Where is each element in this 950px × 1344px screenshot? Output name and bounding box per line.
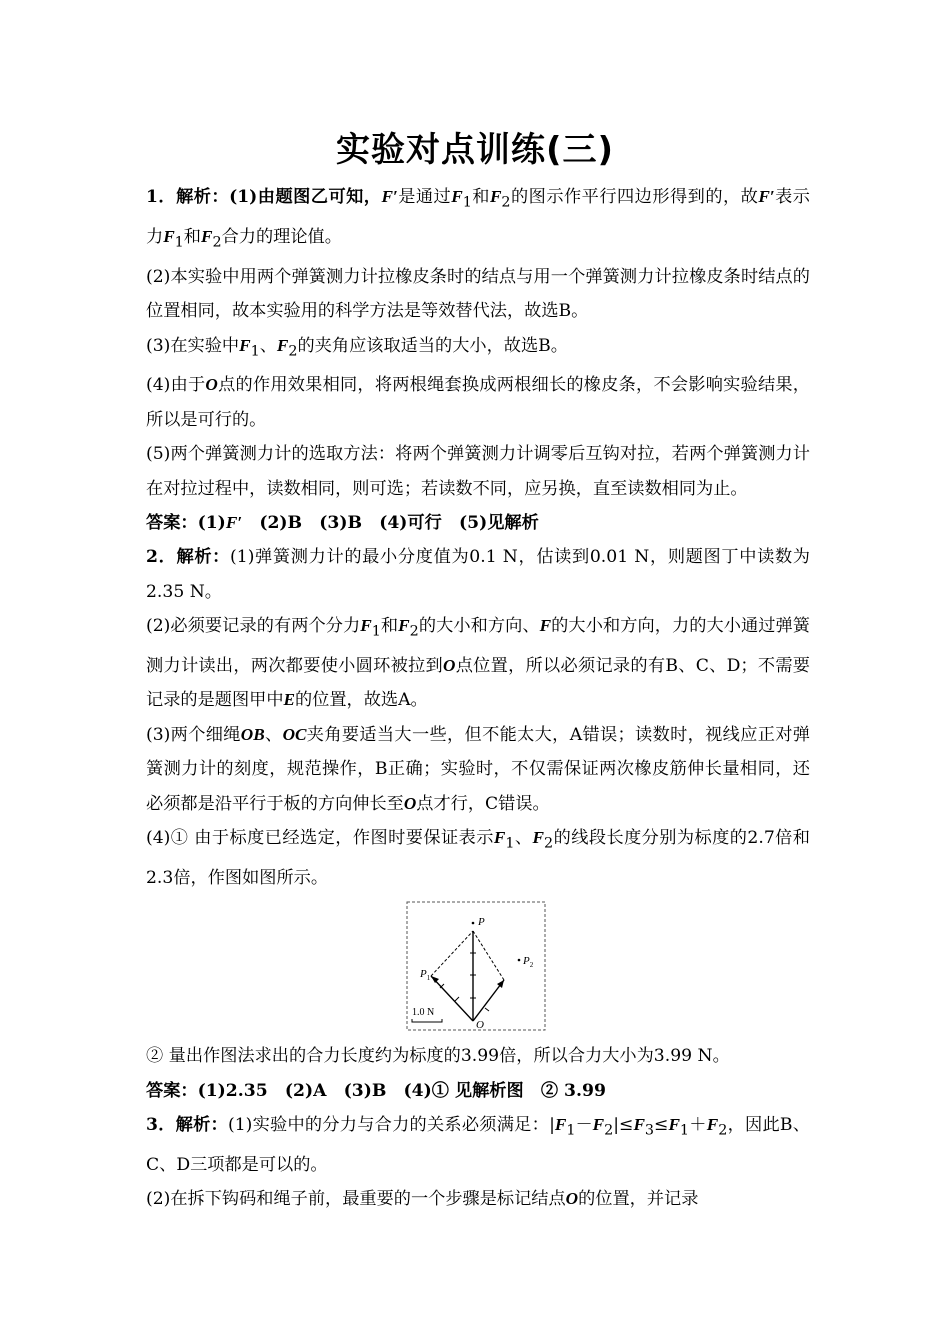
q2-label: 2．解析： xyxy=(146,547,231,568)
q1-paragraph-3: (3)在实验中$F_1$、$F_2$的夹角应该取适当的大小，故选B。 xyxy=(146,335,568,359)
label-p2: $P_2$ xyxy=(523,955,534,970)
q1-paragraph-2: (2)本实验中用两个弹簧测力计拉橡皮条时的结点与用一个弹簧测力计拉橡皮条时结点的位置相同，故本实验用的科学方法是等效替代法，故选B。 xyxy=(146,266,810,322)
f1-arrowhead xyxy=(431,976,439,983)
q2-paragraph-5: ② 量出作图法求出的合力长度约为标度的3.99倍，所以合力大小为3.99 N。 xyxy=(146,1046,730,1067)
q2-paragraph-3: (3)两个细绳OB、OC夹角要适当大一些，但不能太大，A错误；读数时，视线应正对弹簧测力计的刻度，规范操作，B正确；实验时，不仅需保证两次橡皮筋伸长量相同，还必须都是沿平行于板的方向伸长至O点才行，C错误。 xyxy=(146,724,810,814)
force-diagram xyxy=(406,901,546,1031)
parallelogram-side-2 xyxy=(473,931,504,980)
q3-paragraph-2: (2)在拆下钩码和绳子前，最重要的一个步骤是标记结点O的位置，并记录 xyxy=(146,1189,699,1210)
document-body xyxy=(146,180,810,1217)
scale-ticks xyxy=(440,953,489,1011)
force-f2-line xyxy=(473,980,504,1021)
label-o: O xyxy=(476,1019,484,1032)
q1-paragraph-1: 1．解析：(1)由题图乙可知，F′是通过$F_1$和$F_2$的图示作平行四边形得到的，故F′表示力$F_1$和$F_2$合力的理论值。 xyxy=(146,187,810,251)
point-p2-dot xyxy=(518,959,521,962)
q1-paragraph-4: (4)由于O点的作用效果相同，将两根绳套换成两根细长的橡皮条，不会影响实验结果，所以是可行的。 xyxy=(146,375,810,430)
scale-bar xyxy=(412,1019,442,1022)
q2-paragraph-2: (2)必须要记录的有两个分力$F_1$和$F_2$的大小和方向、F的大小和方向，力的大小通过弹簧测力计读出，两次都要使小圆环被拉到O点位置，所以必须记录的有B、C、D；不需要记录的是题图甲中E的位置，故选A。 xyxy=(146,616,810,711)
label-p1: $P_1$ xyxy=(420,968,431,983)
point-p-dot xyxy=(472,922,475,925)
q3-paragraph-1: 3．解析：(1)实验中的分力与合力的关系必须满足：$|F_1-F_2|\le F_3\le F_1+F_2$，因此B、C、D三项都是可以的。 xyxy=(146,1115,810,1175)
page-title: 实验对点训练(三) xyxy=(335,130,615,170)
q2-paragraph-4: (4)① 由于标度已经选定，作图时要保证表示$F_1$、$F_2$的线段长度分别为标度的2.7倍和2.3倍，作图如图所示。 xyxy=(146,828,810,888)
q1-paragraph-5: (5)两个弹簧测力计的选取方法：将两个弹簧测力计调零后互钩对拉，若两个弹簧测力计在对拉过程中，读数相同，则可选；若读数不同，应另换，直至读数相同为止。 xyxy=(146,444,810,499)
parallelogram-side-1 xyxy=(431,931,473,976)
q1-label: 1．解析： xyxy=(146,187,230,207)
force-f1-line xyxy=(431,976,473,1021)
q3-label: 3．解析： xyxy=(146,1115,228,1136)
label-p: P xyxy=(478,916,485,929)
q2-answer: 答案：(1)2.35 (2)A (3)B (4)① 见解析图 ② 3.99 xyxy=(146,1080,606,1101)
q2-paragraph-1: 2．解析：(1)弹簧测力计的最小分度值为0.1 N，估读到0.01 N，则题图丁中读数为2.35 N。 xyxy=(146,547,810,602)
scale-label: 1.0 N xyxy=(412,1007,435,1019)
q1-answer: 答案：(1)F′ (2)B (3)B (4)可行 (5)见解析 xyxy=(146,512,539,533)
